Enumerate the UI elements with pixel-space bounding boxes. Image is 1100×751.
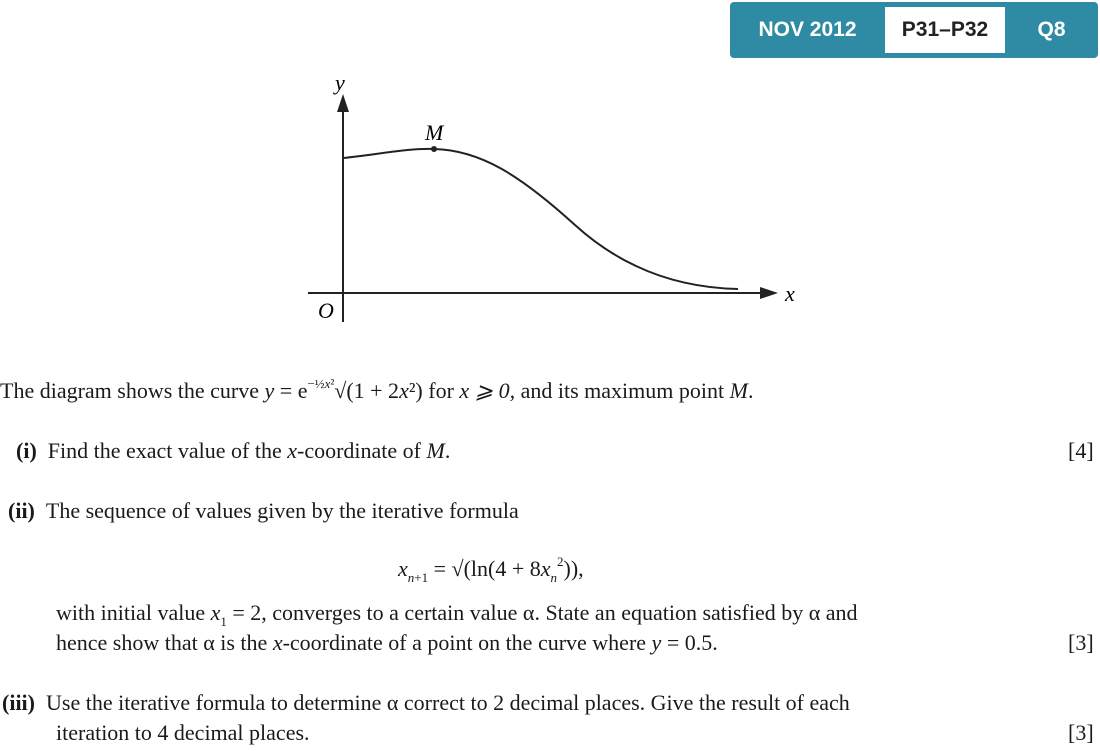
- part-ii-line3-c: = 0.5.: [666, 630, 718, 655]
- intro-for: for: [428, 378, 454, 403]
- intro-tail: and its maximum point: [520, 378, 725, 403]
- question-label: Q8: [1037, 18, 1066, 41]
- part-ii-marks: [3]: [1068, 630, 1094, 655]
- part-i-text: Find the exact value of the: [47, 438, 282, 463]
- curve: [343, 149, 738, 289]
- part-iii-number: (iii): [2, 690, 35, 715]
- part-i-marks: [4]: [1068, 438, 1094, 463]
- point-M-label: M: [425, 120, 444, 145]
- part-i: (i) Find the exact value of the x-coordinate of M.: [16, 438, 451, 463]
- part-ii-line2-b: = 2, converges to a certain value α. State an equation satisfied by α and: [232, 600, 858, 625]
- part-iii-line1: Use the iterative formula to determine α correct to 2 decimal places. Give the result of each: [46, 690, 850, 715]
- y-axis-label: y: [335, 70, 345, 95]
- part-ii-number: (ii): [8, 498, 35, 523]
- intro-line: The diagram shows the curve $y = e^{-\frac{1}{2}x^2}√(1 + 2x^2)$ for x ⩾ 0, and its maximum point M.: [0, 376, 754, 403]
- y-axis-arrow: [337, 94, 349, 112]
- session-label: NOV 2012: [758, 18, 857, 41]
- part-i-text-b: -coordinate of: [297, 438, 422, 463]
- part-iii: [2, 690, 850, 716]
- paper-label: P31–P32: [885, 7, 1005, 53]
- x-axis-arrow: [760, 287, 778, 299]
- part-ii-line3-a: hence show that α is the: [56, 630, 268, 655]
- part-i-number: (i): [16, 438, 37, 463]
- intro-condition: x ⩾ 0,: [459, 378, 516, 403]
- part-ii-text: The sequence of values given by the iterative formula: [45, 498, 519, 523]
- maximum-point-M: [431, 146, 437, 152]
- part-ii-line3: hence show that α is the x-coordinate of a point on the curve where y = 0.5.: [56, 630, 718, 655]
- part-ii-line2: with initial value $x_1 = 2$, converges to a certain value α. State an equation satisfied by α and: [56, 600, 858, 629]
- part-ii: [8, 498, 519, 524]
- origin-label: O: [318, 298, 334, 323]
- part-ii-line3-b: -coordinate of a point on the curve where: [282, 630, 647, 655]
- iterative-formula: $x_{n+1} = √(\ln(4 + 8x_n^2))$,: [398, 554, 584, 585]
- part-ii-line2-a: with initial value: [56, 600, 206, 625]
- part-iii-marks: [3]: [1068, 720, 1094, 745]
- intro-text: The diagram shows the curve: [0, 378, 260, 403]
- x-axis-label: x: [785, 281, 795, 306]
- part-iii-line2: iteration to 4 decimal places.: [56, 720, 310, 745]
- curve-diagram: [0, 0, 1100, 340]
